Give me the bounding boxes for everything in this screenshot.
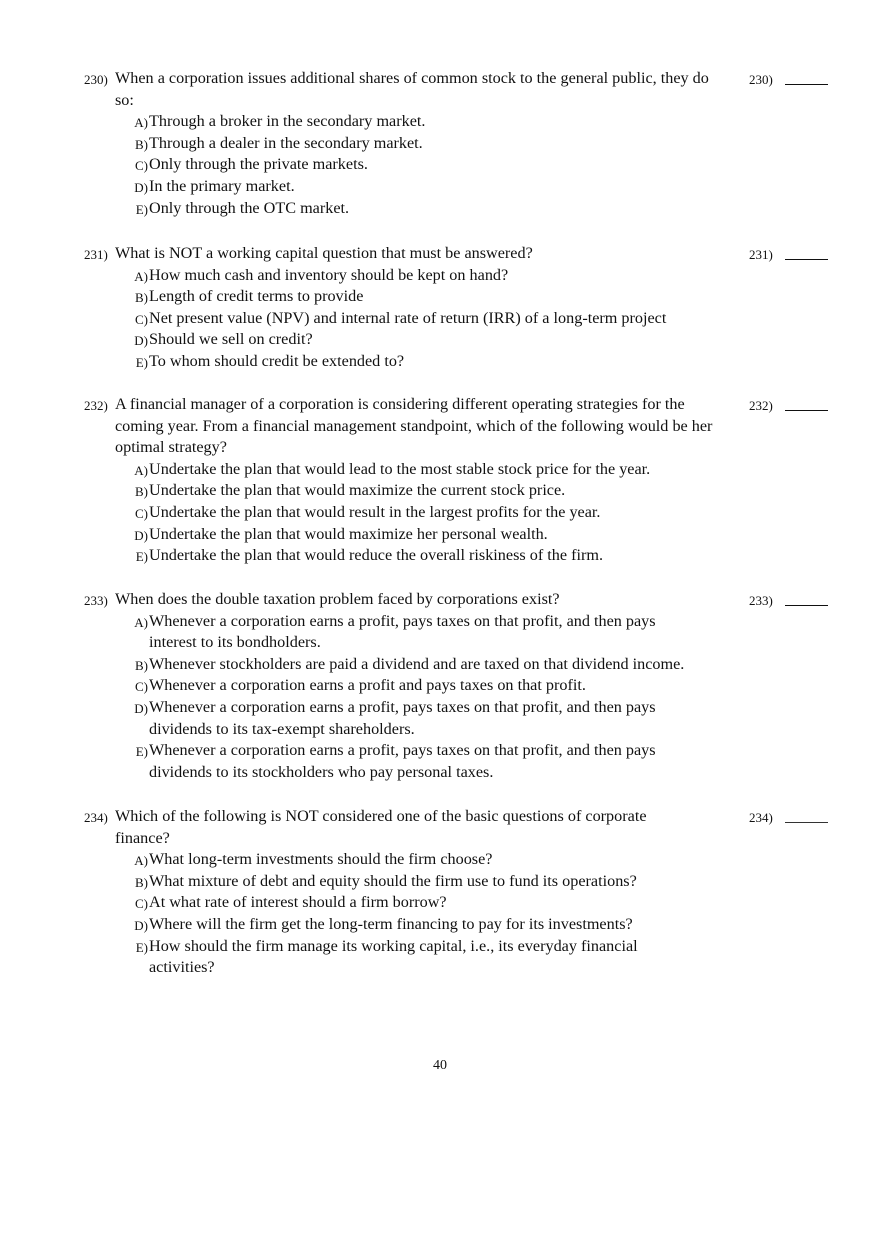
option-text: Undertake the plan that would reduce the overall riskiness of the firm. xyxy=(149,546,604,565)
option-text: Whenever stockholders are paid a dividend and are taxed on that dividend income. xyxy=(149,654,685,673)
answer-number: 230) xyxy=(749,72,773,87)
option-letter: D) xyxy=(134,333,148,349)
option-text: What long-term investments should the firm choose? xyxy=(149,850,493,869)
option-c[interactable] xyxy=(115,892,680,914)
option-letter: D) xyxy=(134,527,148,543)
option-letter: A) xyxy=(134,853,148,869)
option-text: To whom should credit be extended to? xyxy=(149,351,405,370)
option-letter: D) xyxy=(134,179,148,195)
option-letter: C) xyxy=(135,158,148,174)
option-letter: E) xyxy=(135,939,148,955)
option-b[interactable] xyxy=(115,133,727,155)
option-letter: A) xyxy=(134,115,148,131)
option-letter: A) xyxy=(134,462,148,478)
option-e[interactable] xyxy=(115,545,731,567)
answer-options xyxy=(115,849,680,979)
answer-number: 232) xyxy=(749,398,773,413)
question-body xyxy=(115,394,731,567)
option-c[interactable] xyxy=(115,308,731,330)
option-e[interactable] xyxy=(115,936,680,979)
option-letter: D) xyxy=(134,917,148,933)
option-letter: B) xyxy=(135,290,148,306)
option-e[interactable] xyxy=(115,740,692,783)
answer-options xyxy=(115,111,727,219)
option-text: How much cash and inventory should be kept on hand? xyxy=(149,265,509,284)
option-letter: A) xyxy=(134,614,148,630)
page-number: 40 xyxy=(433,1058,447,1073)
option-d[interactable] xyxy=(115,697,692,740)
question-number: 231) xyxy=(84,247,108,262)
option-text: At what rate of interest should a firm borrow? xyxy=(149,893,447,912)
option-text: What mixture of debt and equity should the firm use to fund its operations? xyxy=(149,871,637,890)
option-d[interactable] xyxy=(115,329,731,351)
question-number: 234) xyxy=(84,810,108,825)
option-text: Undertake the plan that would result in the largest profits for the year. xyxy=(149,502,601,521)
option-letter: B) xyxy=(135,136,148,152)
option-c[interactable] xyxy=(115,154,727,176)
option-letter: B) xyxy=(135,657,148,673)
option-d[interactable] xyxy=(115,176,727,198)
answer-blank[interactable] xyxy=(785,410,828,411)
answer-blank[interactable] xyxy=(785,84,828,85)
option-text: Undertake the plan that would maximize her personal wealth. xyxy=(149,524,548,543)
option-letter: B) xyxy=(135,484,148,500)
option-a[interactable] xyxy=(115,265,731,287)
option-letter: E) xyxy=(135,744,148,760)
answer-slot xyxy=(749,589,829,611)
answer-blank[interactable] xyxy=(785,259,828,260)
question-stem: What is NOT a working capital question that must be answered? xyxy=(115,244,533,262)
option-text: Whenever a corporation earns a profit, pays taxes on that profit, and then pays interest to its bondholders. xyxy=(149,611,656,652)
option-letter: C) xyxy=(135,311,148,327)
option-letter: C) xyxy=(135,505,148,521)
option-text: Through a dealer in the secondary market. xyxy=(149,133,423,152)
option-letter: E) xyxy=(135,549,148,565)
answer-slot xyxy=(749,68,829,90)
question-number: 232) xyxy=(84,398,108,413)
option-d[interactable] xyxy=(115,524,731,546)
option-a[interactable] xyxy=(115,111,727,133)
option-letter: E) xyxy=(135,354,148,370)
question-stem: When does the double taxation problem faced by corporations exist? xyxy=(115,590,560,608)
answer-number: 234) xyxy=(749,810,773,825)
option-c[interactable] xyxy=(115,502,731,524)
option-a[interactable] xyxy=(115,849,680,871)
option-b[interactable] xyxy=(115,871,680,893)
answer-blank[interactable] xyxy=(785,822,828,823)
option-text: Whenever a corporation earns a profit and pays taxes on that profit. xyxy=(149,676,586,695)
option-b[interactable] xyxy=(115,480,731,502)
option-c[interactable] xyxy=(115,675,692,697)
option-text: Length of credit terms to provide xyxy=(149,287,364,306)
option-letter: C) xyxy=(135,896,148,912)
answer-slot xyxy=(749,243,829,265)
option-text: Only through the private markets. xyxy=(149,155,368,174)
option-letter: A) xyxy=(134,268,148,284)
question-body xyxy=(115,68,727,219)
option-letter: C) xyxy=(135,679,148,695)
answer-number: 233) xyxy=(749,593,773,608)
answer-blank[interactable] xyxy=(785,605,828,606)
answer-slot xyxy=(749,806,829,828)
option-text: Through a broker in the secondary market. xyxy=(149,112,426,131)
option-text: Undertake the plan that would maximize the current stock price. xyxy=(149,481,566,500)
option-text: Whenever a corporation earns a profit, pays taxes on that profit, and then pays dividends to its tax-exempt shareholders. xyxy=(149,697,656,738)
option-b[interactable] xyxy=(115,286,731,308)
answer-options xyxy=(115,459,731,567)
option-letter: D) xyxy=(134,700,148,716)
answer-slot xyxy=(749,394,829,416)
question-body xyxy=(115,589,720,783)
question-stem: When a corporation issues additional shares of common stock to the general public, they do so: xyxy=(115,69,709,109)
question-body xyxy=(115,243,731,373)
option-text: In the primary market. xyxy=(149,176,295,195)
question-stem: A financial manager of a corporation is considering different operating strategies for the coming year. From a financial management standpoint, which of the following would be her optimal strategy? xyxy=(115,395,713,457)
question-body xyxy=(115,806,690,979)
option-letter: E) xyxy=(135,201,148,217)
option-a[interactable] xyxy=(115,611,692,654)
answer-options xyxy=(115,611,692,784)
option-text: Undertake the plan that would lead to the most stable stock price for the year. xyxy=(149,459,651,478)
option-text: Where will the firm get the long-term financing to pay for its investments? xyxy=(149,914,633,933)
option-a[interactable] xyxy=(115,459,731,481)
option-text: Whenever a corporation earns a profit, pays taxes on that profit, and then pays dividends to its stockholders who pay personal taxes. xyxy=(149,741,656,781)
option-text: Only through the OTC market. xyxy=(149,198,350,217)
option-text: How should the firm manage its working capital, i.e., its everyday financial activities? xyxy=(149,936,638,977)
question-stem: Which of the following is NOT considered one of the basic questions of corporate finance? xyxy=(115,807,647,847)
option-e[interactable] xyxy=(115,351,731,373)
question-number: 230) xyxy=(84,72,108,87)
option-d[interactable] xyxy=(115,914,680,936)
answer-options xyxy=(115,265,731,373)
question-number: 233) xyxy=(84,593,108,608)
option-letter: B) xyxy=(135,874,148,890)
option-text: Should we sell on credit? xyxy=(149,330,313,349)
answer-number: 231) xyxy=(749,247,773,262)
option-text: Net present value (NPV) and internal rate of return (IRR) of a long-term project xyxy=(149,308,667,327)
option-b[interactable] xyxy=(115,654,692,676)
option-e[interactable] xyxy=(115,198,727,220)
